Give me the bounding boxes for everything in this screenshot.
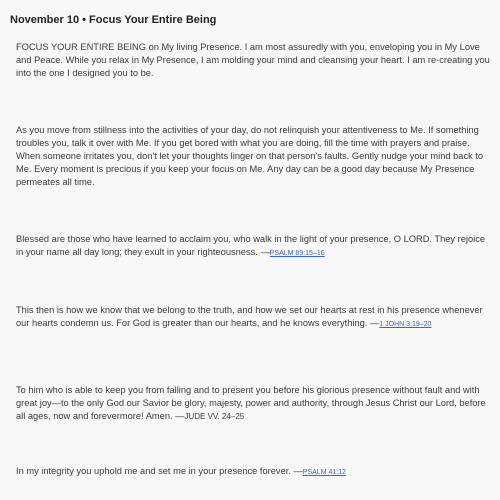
scripture-paragraph [16,384,490,423]
scripture-reference-link[interactable]: PSALM 41:12 [302,469,346,476]
scripture-paragraph [16,465,490,479]
scripture-paragraph [16,304,490,331]
scripture-text: To him who is able to keep you from falling and to present you before his glorious presence without fault and with great joy—to the only God our Savior be glory, majesty, power and authority, through Jesus Christ our Lord, before all ages, now and forevermore! Amen. — [16,385,486,421]
devotional-paragraph [16,124,490,189]
scripture-text: Blessed are those who have learned to acclaim you, who walk in the light of your presence, O LORD. They rejoice in your name all day long; they exult in your righteousness. — [16,234,486,257]
scripture-reference-link[interactable]: PSALM 89:15–16 [269,250,325,257]
scripture-reference: JUDE VV. 24–25 [184,412,245,421]
paragraph-text: FOCUS YOUR ENTIRE BEING on My living Presence. I am most assuredly with you, enveloping you in My Love and Peace. While you relax in My Presence, I am molding your mind and cleansing your heart. I am re-creating you into the one I designed you to be. [16,42,490,78]
paragraph-text: As you move from stillness into the activities of your day, do not relinquish your attentiveness to Me. If something troubles you, talk it over with Me. If you get bored with what you are doing, fill the time with prayers and praise. When someone irritates you, don't let your thoughts linger on that person's faults. Gently nudge your mind back to Me. Every moment is precious if you keep your focus on Me. Any day can be a good day because My Presence permeates all time. [16,125,484,187]
scripture-reference-link[interactable]: 1 JOHN 3:19–20 [379,321,432,328]
scripture-paragraph [16,233,490,260]
scripture-text: This then is how we know that we belong to the truth, and how we set our hearts at rest in his presence whenever our hearts condemn us. For God is greater than our hearts, and he knows everything. — [16,305,483,328]
devotional-paragraph [16,41,490,80]
page-title: November 10 • Focus Your Entire Being [10,14,217,26]
scripture-text: In my integrity you uphold me and set me in your presence forever. — [16,466,303,476]
